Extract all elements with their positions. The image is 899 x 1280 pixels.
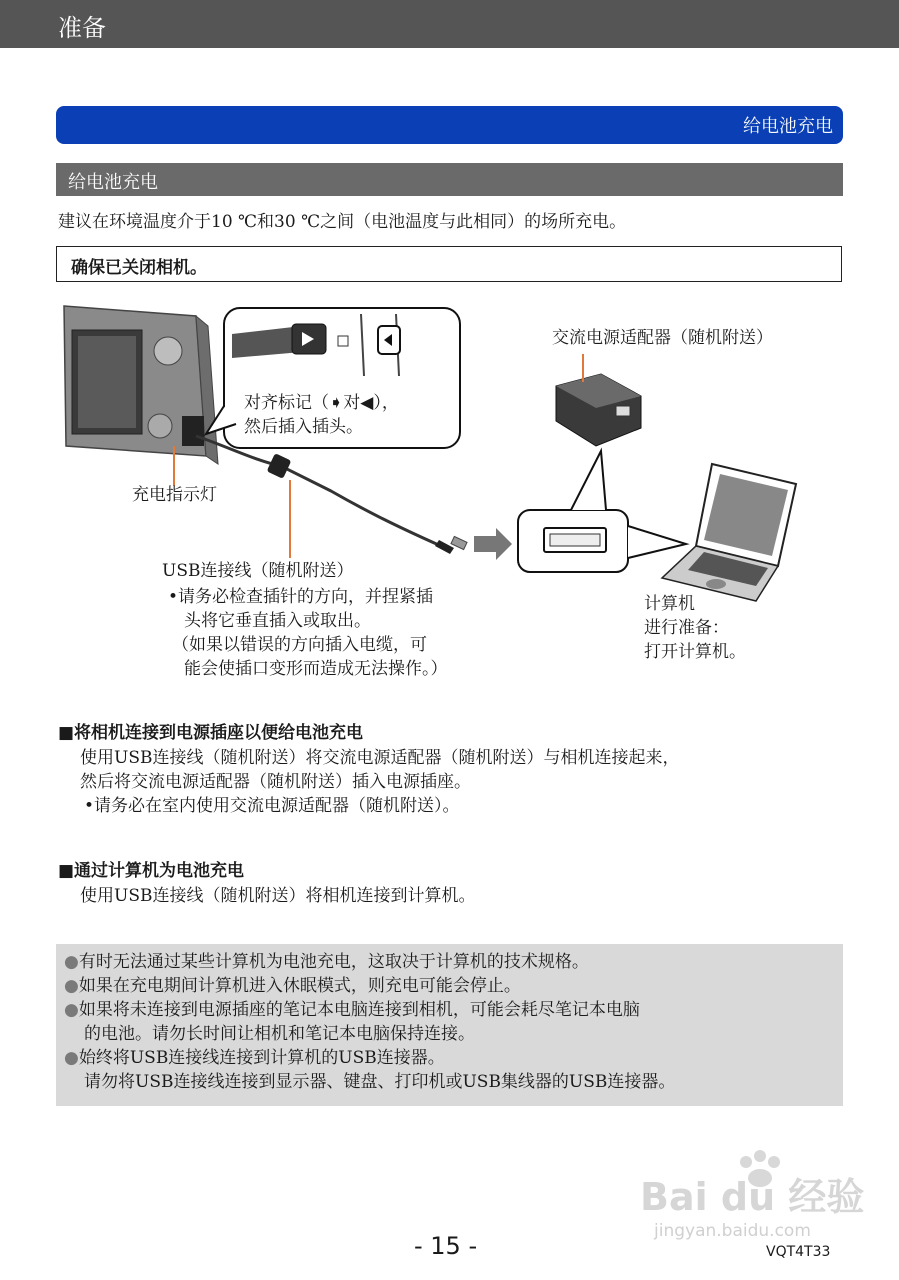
outlet-line3: •请务必在室内使用交流电源适配器（随机附送）。 <box>84 796 460 816</box>
baidu-watermark <box>640 1148 865 1248</box>
pc-label-line3: 打开计算机。 <box>644 642 746 662</box>
note-text-3a: 如果将未连接到电源插座的笔记本电脑连接到相机，可能会耗尽笔记本电脑 <box>78 1000 640 1020</box>
header-title: 准备 <box>58 14 106 42</box>
outlet-section-heading: ■将相机连接到电源插座以便给电池充电 <box>58 723 364 743</box>
pc-label-line1: 计算机 <box>644 594 695 614</box>
bullet-icon: ● <box>64 1000 79 1020</box>
usb-note-line1: •请务必检查插针的方向，并捏紧插 <box>168 587 434 607</box>
section-title-bar <box>56 106 843 144</box>
watermark-brand: Bai du 经验 <box>640 1175 865 1219</box>
outlet-line2: 然后将交流电源适配器（随机附送）插入电源插座。 <box>80 772 471 792</box>
arrow-left-mark-icon: ◀ <box>360 393 374 413</box>
pc-section-line1: 使用USB连接线（随机附送）将相机连接到计算机。 <box>80 886 476 906</box>
notice-text: 确保已关闭相机。 <box>71 258 207 278</box>
document-code: VQT4T33 <box>766 1244 831 1260</box>
usb-note-line4: 能会使插口变形而造成无法操作。） <box>184 659 448 679</box>
outlet-line1: 使用USB连接线（随机附送）将交流电源适配器（随机附送）与相机连接起来， <box>80 748 680 768</box>
pc-label-line2: 进行准备： <box>644 618 729 638</box>
align-text-c: ）， <box>373 393 399 413</box>
charging-diagram <box>56 296 846 696</box>
note-text-1: 有时无法通过某些计算机为电池充电，这取决于计算机的技术规格。 <box>78 952 589 972</box>
note-item-1 <box>64 950 843 974</box>
align-instruction-line1 <box>244 392 399 415</box>
camera-illustration <box>64 306 218 464</box>
bullet-icon: ● <box>64 1048 79 1068</box>
align-text-b: 对 <box>343 393 361 413</box>
notice-box <box>56 246 842 282</box>
charge-lamp-label: 充电指示灯 <box>132 485 217 505</box>
note-item-3 <box>64 998 843 1022</box>
bullet-icon: ● <box>64 976 79 996</box>
notes-box <box>56 944 843 1106</box>
laptop-illustration <box>662 464 796 601</box>
note-item-4 <box>64 1046 843 1070</box>
usb-note-line2: 头将它垂直插入或取出。 <box>184 611 371 631</box>
bullet-icon: ● <box>64 952 79 972</box>
adapter-label: 交流电源适配器（随机附送） <box>552 328 773 348</box>
watermark-url: jingyan.baidu.com <box>654 1221 811 1241</box>
top-header-bar <box>0 0 899 48</box>
note-item-2 <box>64 974 843 998</box>
pc-section-heading: ■通过计算机为电池充电 <box>58 861 245 881</box>
align-text-a: 对齐标记（ <box>244 393 329 413</box>
subsection-heading <box>56 163 843 196</box>
ac-adapter-illustration <box>556 374 641 446</box>
section-title: 给电池充电 <box>743 116 833 137</box>
note-text-4b: 请勿将USB连接线连接到显示器、键盘、打印机或USB集线器的USB连接器。 <box>84 1072 676 1092</box>
usb-note-line3: （如果以错误的方向插入电缆，可 <box>172 635 427 655</box>
align-instruction-line2: 然后插入插头。 <box>244 417 363 437</box>
note-text-2: 如果在充电期间计算机进入休眠模式，则充电可能会停止。 <box>78 976 521 996</box>
page-number: - 15 - <box>414 1232 478 1260</box>
baidu-logo-icon <box>640 1148 865 1244</box>
arrow-right-mark-icon: ➧ <box>329 393 344 413</box>
intro-text: 建议在环境温度介于10 ℃和30 ℃之间（电池温度与此相同）的场所充电。 <box>58 212 627 232</box>
note-text-3b: 的电池。请勿长时间让相机和笔记本电脑保持连接。 <box>84 1024 475 1044</box>
note-text-4a: 始终将USB连接线连接到计算机的USB连接器。 <box>78 1048 445 1068</box>
subsection-title: 给电池充电 <box>68 172 158 193</box>
usb-cable-label: USB连接线（随机附送） <box>162 561 354 581</box>
